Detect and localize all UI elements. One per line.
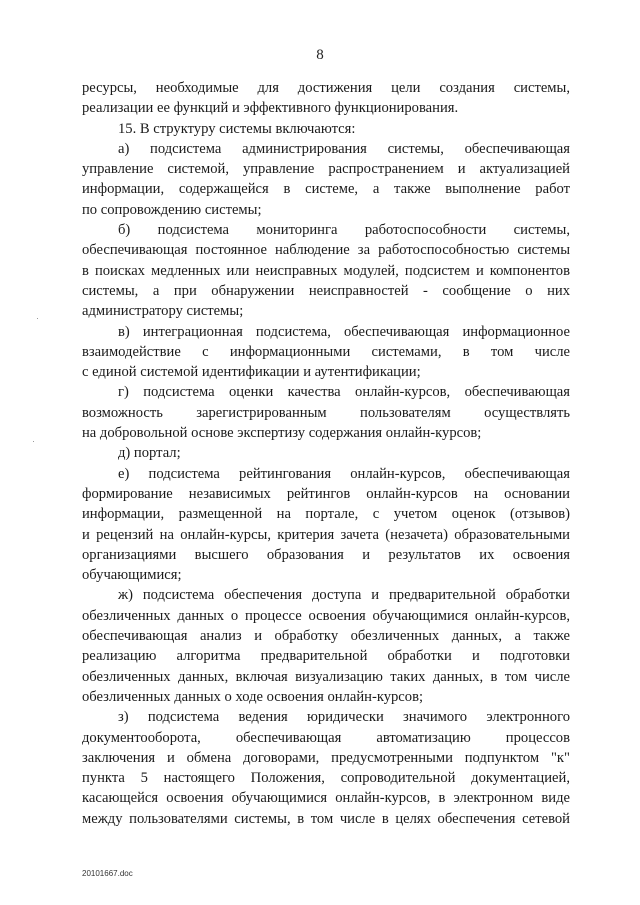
- text-line: информации, содержащейся в системе, а также выполнение работ: [82, 181, 570, 198]
- text-line: с единой системой идентификации и аутентификации;: [82, 364, 421, 381]
- text-line: касающейся освоения обучающимися онлайн-курсов, в электронном виде: [82, 790, 570, 807]
- text-line: г) подсистема оценки качества онлайн-курсов, обеспечивающая: [118, 384, 570, 401]
- text-line: информации, размещенной на портале, с учетом оценок (отзывов): [82, 506, 570, 523]
- text-line: взаимодействие с информационными системами, в том числе: [82, 343, 570, 360]
- text-line: между пользователями системы, в том числе в целях обеспечения сетевой: [82, 810, 570, 827]
- text-line: реализацию алгоритма предварительной обработки и подготовки: [82, 648, 570, 665]
- text-line: в поисках медленных или неисправных модулей, подсистем и компонентов: [82, 262, 570, 279]
- text-line: з) подсистема ведения юридически значимого электронного: [118, 709, 570, 726]
- text-line: по сопровождению системы;: [82, 201, 262, 218]
- text-line: администратору системы;: [82, 303, 244, 320]
- text-line: возможность зарегистрированным пользователям осуществлять: [82, 404, 570, 421]
- text-line: ресурсы, необходимые для достижения цели создания системы,: [82, 80, 570, 96]
- text-line: управление системой, управление распространением и актуализацией: [82, 161, 570, 178]
- text-line: организациями высшего образования и результатов их освоения: [82, 546, 570, 563]
- scan-speck: [33, 441, 34, 442]
- text-line: 15. В структуру системы включаются:: [118, 120, 356, 137]
- text-line: а) подсистема администрирования системы, обеспечивающая: [118, 140, 570, 157]
- text-line: системы, а при обнаружении неисправностей - сообщение о них: [82, 282, 570, 299]
- page-number: 8: [316, 47, 324, 63]
- text-line: в) интеграционная подсистема, обеспечивающая информационное: [118, 323, 570, 340]
- text-line: обезличенных данных, включая визуализацию таких данных, в том числе: [82, 668, 570, 685]
- text-line: обеспечивающая постоянное наблюдение за работоспособностью системы: [82, 242, 570, 259]
- text-line: е) подсистема рейтингования онлайн-курсов, обеспечивающая: [118, 465, 570, 482]
- document-filename: 20101667.doc: [82, 869, 133, 878]
- text-line: формирование независимых рейтингов онлайн-курсов на основании: [82, 485, 570, 502]
- text-line: обеспечивающая анализ и обработку обезличенных данных, а также: [82, 628, 570, 645]
- body-text: [82, 78, 570, 829]
- text-line: на добровольной основе экспертизу содержания онлайн-курсов;: [82, 425, 482, 442]
- text-line: обезличенных данных о ходе освоения онлайн-курсов;: [82, 688, 424, 705]
- text-line: д) портал;: [118, 445, 181, 462]
- text-line: заключения и обмена договорами, предусмотренными подпунктом "к": [82, 749, 570, 766]
- text-line: пункта 5 настоящего Положения, сопроводительной документацией,: [82, 770, 570, 787]
- scan-speck: [37, 318, 38, 319]
- text-line: реализации ее функций и эффективного функционирования.: [82, 100, 459, 117]
- text-line: б) подсистема мониторинга работоспособности системы,: [118, 222, 570, 239]
- text-line: обучающимися;: [82, 567, 182, 584]
- text-line: и рецензий на онлайн-курсы, критерия зачета (незачета) образовательными: [82, 526, 570, 543]
- text-line: обезличенных данных о процессе освоения обучающимися онлайн-курсов,: [82, 607, 570, 624]
- text-line: ж) подсистема обеспечения доступа и предварительной обработки: [118, 587, 570, 604]
- text-line: документооборота, обеспечивающая автоматизацию процессов: [82, 729, 570, 746]
